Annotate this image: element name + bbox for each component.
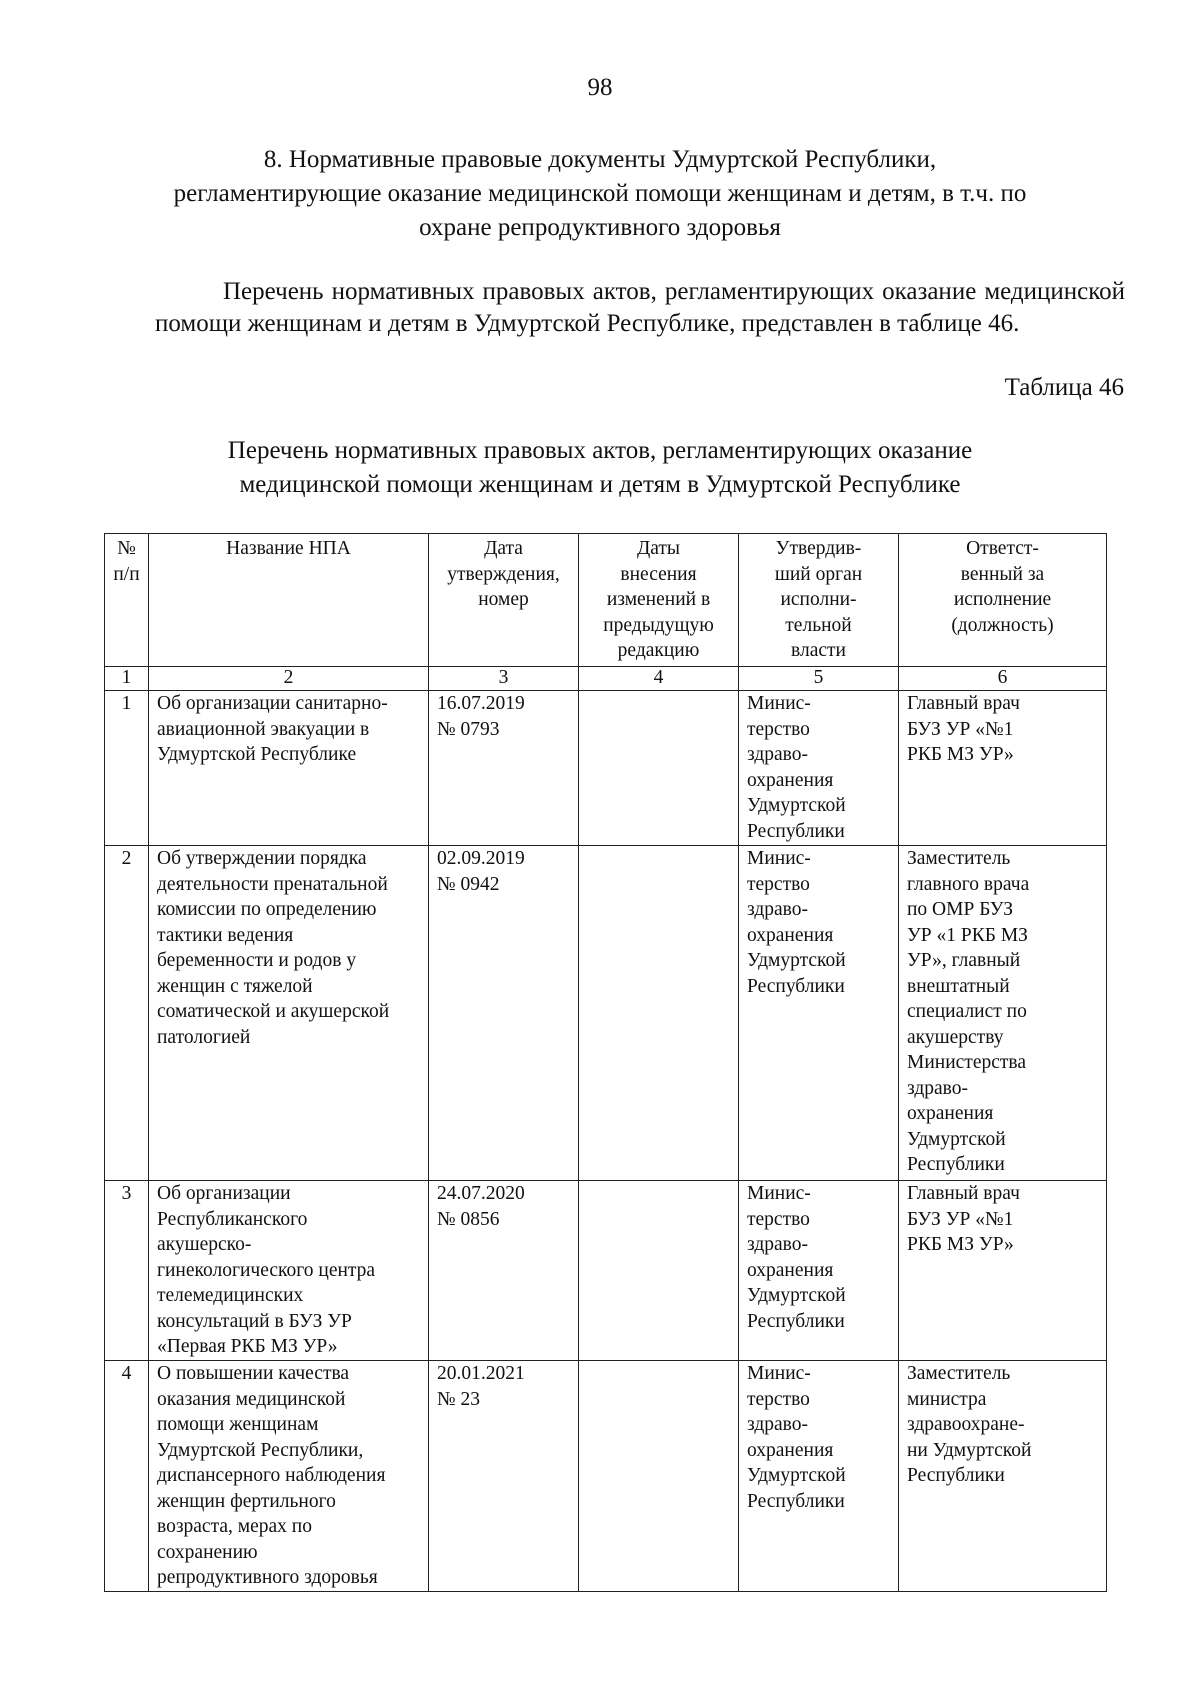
table-row	[105, 846, 1107, 1181]
table-label: Таблица 46	[1004, 374, 1124, 401]
table-row	[105, 1361, 1107, 1592]
column-number: 3	[429, 667, 579, 691]
approving-organ: Минис- терство здраво- охранения Удмуртской Республики	[739, 691, 899, 846]
column-number-row	[105, 667, 1107, 691]
column-number: 5	[739, 667, 899, 691]
section-heading-line: 8. Нормативные правовые документы Удмуртской Республики,	[263, 146, 937, 173]
header-cell-name: Название НПА	[149, 534, 429, 667]
row-number: 4	[105, 1361, 149, 1592]
change-dates	[579, 691, 739, 846]
header-row	[105, 534, 1107, 667]
table-title-line: Перечень нормативных правовых актов, регламентирующих оказание	[227, 437, 973, 464]
table-row	[105, 1181, 1107, 1361]
document-name: О повышении качества оказания медицинской помощи женщинам Удмуртской Республики, диспансерного наблюдения женщин фертильного возраста, мерах по сохранению репродуктивного здоровья	[149, 1361, 429, 1592]
responsible-person: Заместитель министра здравоохране- ни Удмуртской Республики	[899, 1361, 1107, 1592]
document-name: Об утверждении порядка деятельности пренатальной комиссии по определению тактики ведения беременности и родов у женщин с тяжелой соматической и акушерской патологией	[149, 846, 429, 1181]
approving-organ: Минис- терство здраво- охранения Удмуртской Республики	[739, 846, 899, 1181]
intro-paragraph: Перечень нормативных правовых актов, регламентирующих оказание медицинской помощи женщинам и детям в Удмуртской Республике, представлен в таблице 46.	[155, 278, 1125, 337]
page-number: 98	[587, 74, 613, 101]
header-cell-responsible: Ответст- венный за исполнение (должность)	[899, 534, 1107, 667]
row-number: 2	[105, 846, 149, 1181]
header-cell-date: Дата утверждения, номер	[429, 534, 579, 667]
table-title-line: медицинской помощи женщинам и детям в Удмуртской Республике	[239, 471, 961, 498]
approval-date: 02.09.2019 № 0942	[429, 846, 579, 1181]
responsible-person: Главный врач БУЗ УР «№1 РКБ МЗ УР»	[899, 1181, 1107, 1361]
document-name: Об организации Республиканского акушерско- гинекологического центра телемедицинских консультаций в БУЗ УР «Первая РКБ МЗ УР»	[149, 1181, 429, 1361]
column-number: 6	[899, 667, 1107, 691]
approving-organ: Минис- терство здраво- охранения Удмуртской Республики	[739, 1181, 899, 1361]
row-number: 1	[105, 691, 149, 846]
column-number: 1	[105, 667, 149, 691]
responsible-person: Главный врач БУЗ УР «№1 РКБ МЗ УР»	[899, 691, 1107, 846]
approval-date: 20.01.2021 № 23	[429, 1361, 579, 1592]
header-cell-number: № п/п	[105, 534, 149, 667]
responsible-person: Заместитель главного врача по ОМР БУЗ УР «1 РКБ МЗ УР», главный внештатный специалист по акушерству Министерства здраво- охранения Удмуртской Республики	[899, 846, 1107, 1181]
column-number: 2	[149, 667, 429, 691]
change-dates	[579, 846, 739, 1181]
approving-organ: Минис- терство здраво- охранения Удмуртской Республики	[739, 1361, 899, 1592]
approval-date: 24.07.2020 № 0856	[429, 1181, 579, 1361]
table-row	[105, 691, 1107, 846]
section-heading	[150, 143, 1050, 245]
table-title	[150, 434, 1050, 502]
header-cell-organ: Утвердив- ший орган исполни- тельной власти	[739, 534, 899, 667]
npa-table	[104, 533, 1107, 1592]
approval-date: 16.07.2019 № 0793	[429, 691, 579, 846]
change-dates	[579, 1361, 739, 1592]
document-name: Об организации санитарно- авиационной эвакуации в Удмуртской Республике	[149, 691, 429, 846]
section-heading-line: регламентирующие оказание медицинской помощи женщинам и детям, в т.ч. по	[173, 180, 1027, 207]
section-heading-line: охране репродуктивного здоровья	[419, 214, 781, 241]
column-number: 4	[579, 667, 739, 691]
row-number: 3	[105, 1181, 149, 1361]
header-cell-changes: Даты внесения изменений в предыдущую редакцию	[579, 534, 739, 667]
change-dates	[579, 1181, 739, 1361]
